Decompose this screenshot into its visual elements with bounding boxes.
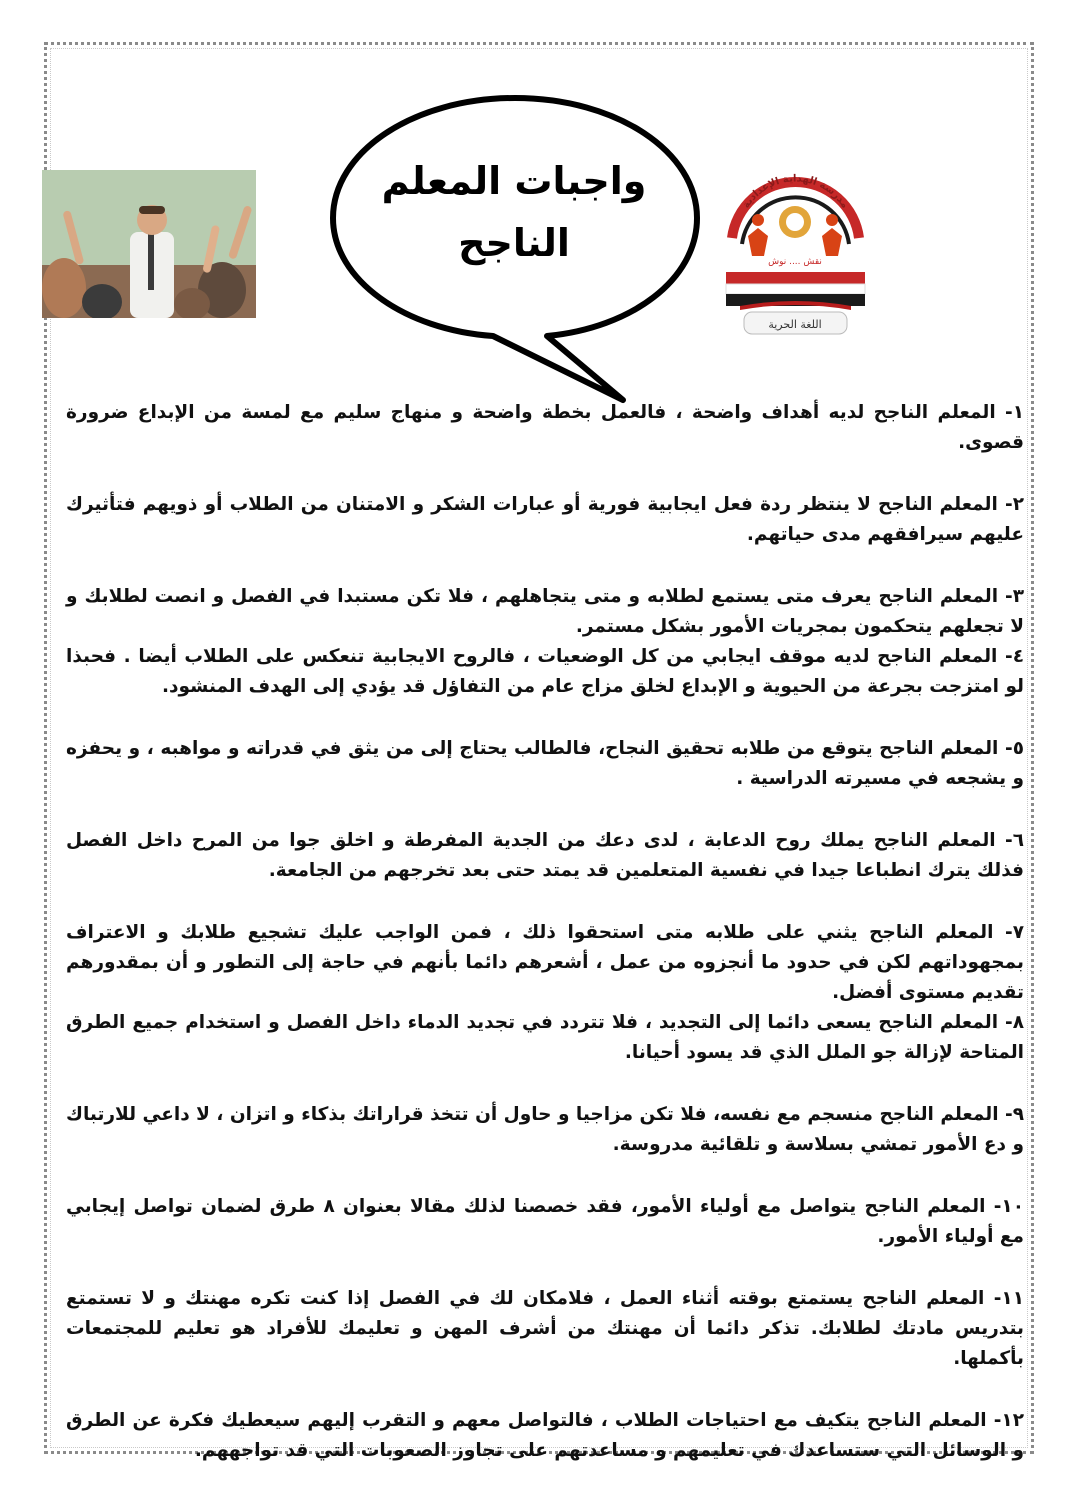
school-logo	[718, 160, 873, 340]
list-item: ١١- المعلم الناجح يستمتع بوقته أثناء العمل ، فلامكان لك في الفصل إذا كنت تكره مهنتك و لا تستمتع بتدريس مادتك لطلابك. تذكر دائما أن مهنتك من أشرف المهن و تعليمك للأفراد هو تعليم للمجتمعات بأكملها.	[66, 1288, 1024, 1369]
title-line-1: واجبات المعلم	[381, 159, 647, 203]
list-item: ١٢- المعلم الناجح يتكيف مع احتياجات الطلاب ، فالتواصل معهم و التقرب إليهم سيعطيك فكرة عن الطرق و الوسائل التي ستساعدك في تعليمهم و مساعدتهم على تجاوز الصعوبات التي قد تواجههم.	[66, 1410, 1024, 1461]
teacher-classroom-photo	[42, 170, 256, 318]
list-item: ٧- المعلم الناجح يثني على طلابه متى استحقوا ذلك ، فمن الواجب عليك تشجيع طلابك و الاعتراف بمجهوداتهم لكن في حدود ما أنجزوه من عمل ، أشعرهم دائما بأنهم في حاجة إلى التطور و أن بمقدورهم تقديم مستوى أفضل.	[66, 922, 1024, 1003]
logo-school-name: مدرسة الهداية الإعدادية	[740, 173, 851, 211]
list-item: ٢- المعلم الناجح لا ينتظر ردة فعل ايجابية فورية أو عبارات الشكر و الامتنان من الطلاب أو ذويهم فتأثيرك عليهم سيرافقهم مدى حياتهم.	[66, 494, 1024, 545]
list-item: ٣- المعلم الناجح يعرف متى يستمع لطلابه و متى يتجاهلهم ، فلا تكن مستبدا في الفصل و انصت لطلابك و لا تجعلهم يتحكمون بمجريات الأمور بشكل مستمر.	[66, 586, 1024, 637]
list-item: ١٠- المعلم الناجح يتواصل مع أولياء الأمور، فقد خصصنا لذلك مقالا بعنوان ٨ طرق لضمان تواصل إيجابي مع أولياء الأمور.	[66, 1196, 1024, 1247]
logo-motto: نقش .... نوش	[768, 257, 822, 267]
list-item: ٩- المعلم الناجح منسجم مع نفسه، فلا تكن مزاجيا و حاول أن تتخذ قراراتك بذكاء و اتزان ، لا داعي للارتباك و دع الأمور تمشي بسلاسة و تلقائية مدروسة.	[66, 1104, 1024, 1155]
list-item: ٨- المعلم الناجح يسعى دائما إلى التجديد ، فلا تتردد في تجديد الدماء داخل الفصل و استخدام جميع الطرق المتاحة لإزالة جو الملل الذي قد يسود أحيانا.	[66, 1012, 1024, 1063]
list-item: ١- المعلم الناجح لديه أهداف واضحة ، فالعمل بخطة واضحة و منهاج سليم مع لمسة من الإبداع ضرورة قصوى.	[66, 402, 1024, 453]
page-title	[330, 150, 698, 274]
logo-footer-text: اللغة الحرية	[768, 318, 822, 331]
list-item: ٦- المعلم الناجح يملك روح الدعابة ، لدى دعك من الجدية المفرطة و اخلق جوا من المرح داخل الفصل فذلك يترك انطباعا جيدا في نفسية المتعلمين قد يمتد حتى بعد تخرجهم من الجامعة.	[66, 830, 1024, 881]
list-item: ٥- المعلم الناجح يتوقع من طلابه تحقيق النجاح، فالطالب يحتاج إلى من يثق في قدراته و مواهبه ، و يحفزه و يشجعه في مسيرته الدراسية .	[66, 738, 1024, 789]
title-line-2: الناجح	[458, 221, 570, 265]
list-item: ٤- المعلم الناجح لديه موقف ايجابي من كل الوضعيات ، فالروح الايجابية تنعكس على الطلاب أيضا . فحبذا لو امتزجت بجرعة من الحيوية و الإبداع لخلق مزاج عام من التفاؤل قد يؤدي إلى الهدف المنشود.	[66, 646, 1024, 697]
duties-list	[66, 398, 1024, 1466]
